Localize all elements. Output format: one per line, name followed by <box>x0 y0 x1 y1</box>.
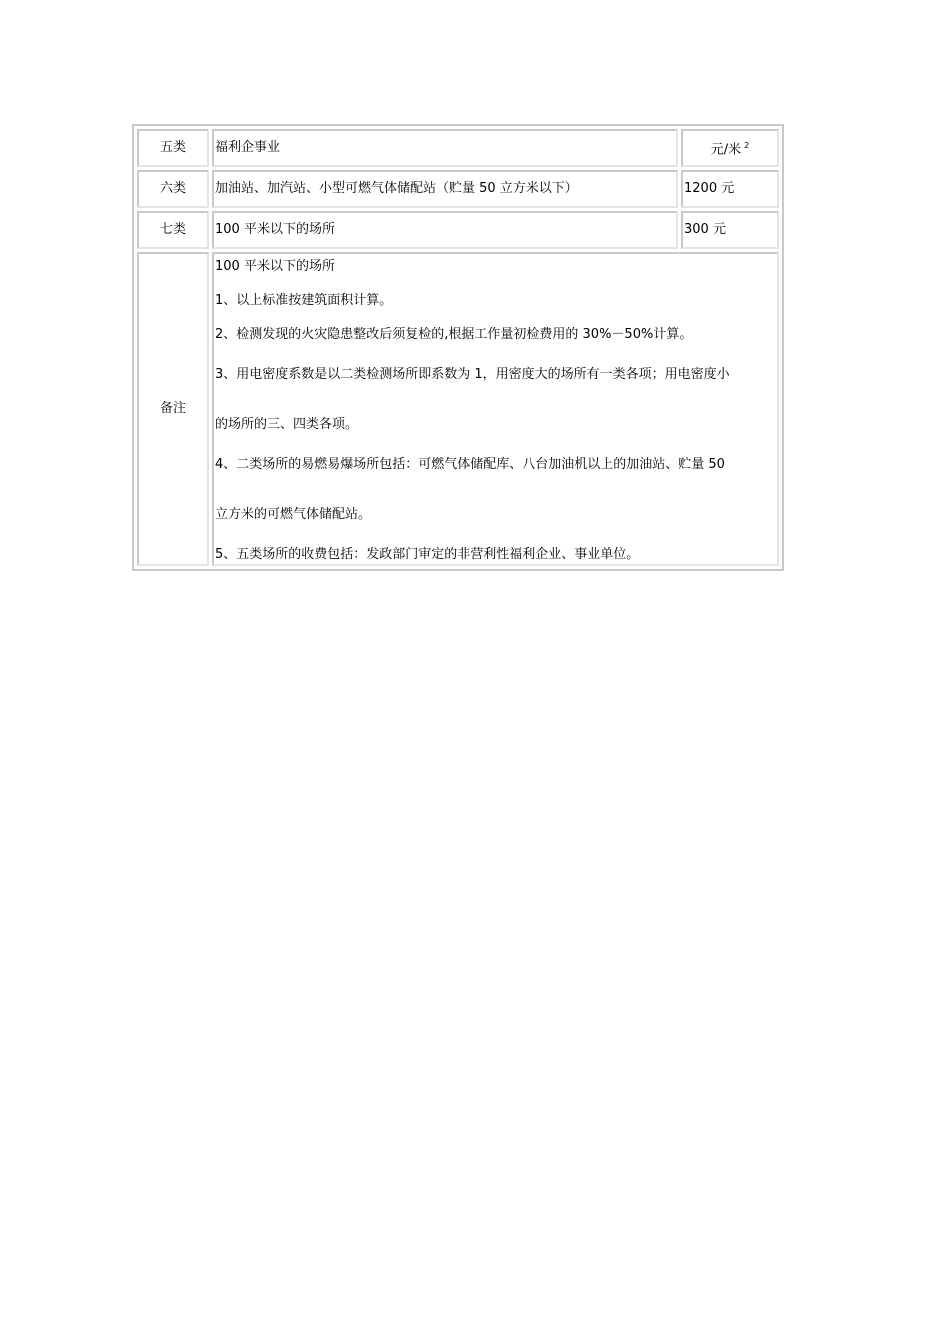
description-cell: 加油站、加汽站、小型可燃气体储配站（贮量 50 立方米以下） <box>212 170 678 208</box>
price-superscript: 2 <box>744 140 750 150</box>
table-row <box>137 129 779 167</box>
category-cell: 五类 <box>137 129 209 167</box>
category-cell: 七类 <box>137 211 209 249</box>
table-row <box>137 170 779 208</box>
notes-row <box>137 252 779 566</box>
note-line: 2、检测发现的火灾隐患整改后须复检的,根据工作量初检费用的 30%－50%计算。 <box>215 327 693 342</box>
note-line: 4、二类场所的易燃易爆场所包括：可燃气体储配库、八台加油机以上的加油站、贮量 50 <box>215 457 725 472</box>
note-line: 的场所的三、四类各项。 <box>215 417 359 432</box>
fee-table <box>132 124 784 571</box>
price-cell <box>681 129 779 167</box>
price-cell: 1200 元 <box>681 170 779 208</box>
notes-cell <box>212 252 779 566</box>
note-line: 100 平米以下的场所 <box>215 259 335 274</box>
notes-category-cell: 备注 <box>137 252 209 566</box>
table-row <box>137 211 779 249</box>
price-cell: 300 元 <box>681 211 779 249</box>
price-text: 元/米 <box>710 142 742 158</box>
description-cell: 福利企事业 <box>212 129 678 167</box>
note-line: 5、五类场所的收费包括：发政部门审定的非营利性福利企业、事业单位。 <box>215 547 640 562</box>
category-cell: 六类 <box>137 170 209 208</box>
note-line: 立方米的可燃气体储配站。 <box>215 507 372 522</box>
note-line: 3、用电密度系数是以二类检测场所即系数为 1，用密度大的场所有一类各项；用电密度小 <box>215 367 730 382</box>
note-line: 1、以上标准按建筑面积计算。 <box>215 293 393 308</box>
description-cell: 100 平米以下的场所 <box>212 211 678 249</box>
